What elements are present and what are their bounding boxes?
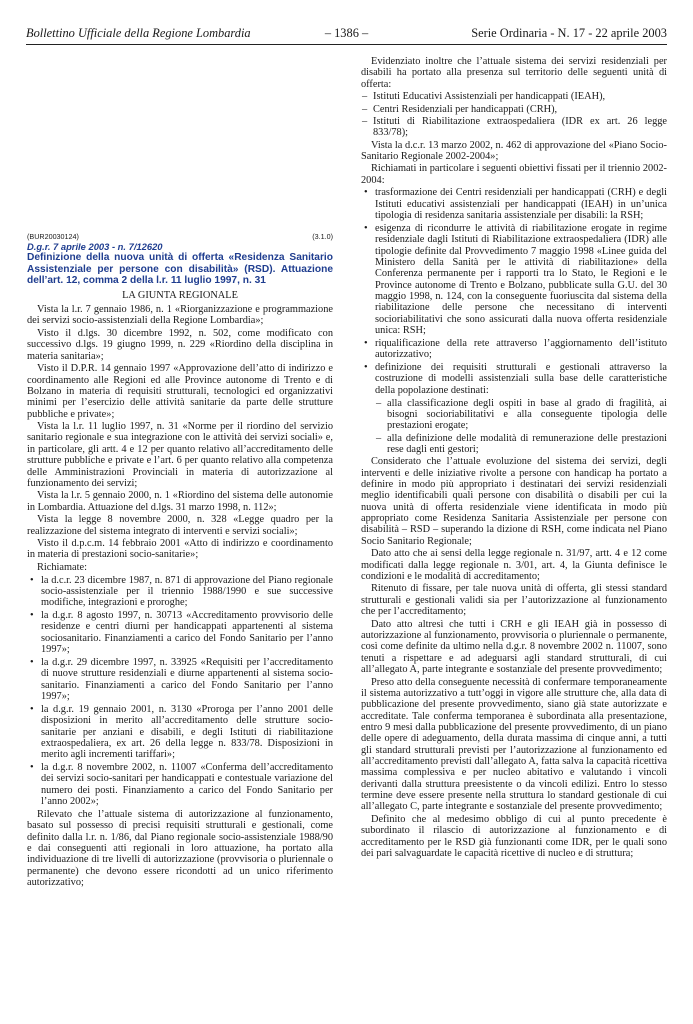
paragraph: Rilevato che l’attuale sistema di autorizzazione al funzionamento, basato sul possesso di precisi requisiti strutturali e gestionali, come definito dalla l.r. n. 1/86, dal Piano regionale socio-assistenziale 1988/90 e dai conseguenti atti regionali in loro attuazione, ha portato alla individuazione di tre livelli di autorizzazione (provvisoria o pluriennale o permanente) che devono essere ricondotti ad un unico riferimento autorizzativo; [27, 808, 333, 888]
list-item: • riqualificazione della rete attraverso l’aggiornamento dell’istituto autorizzativo; [361, 338, 667, 361]
list-item: – Centri Residenziali per handicappati (CRH), [361, 104, 667, 115]
paragraph: Evidenziato inoltre che l’attuale sistema dei servizi residenziali per disabili ha portato alla presenza sul territorio delle seguenti unità di offerta: [361, 56, 667, 90]
paragraph: Richiamate: [37, 562, 87, 573]
paragraph: Vista la l.r. 11 luglio 1997, n. 31 «Norme per il riordino del servizio sanitario regionale e sua integrazione con le attività dei servizi sociali» e, in particolare, gli artt. 4 e 12 per quanto relativo all’accreditamento delle strutture pubbliche e private e l’art. 6 per quanto relativo alla competenza delle Amministrazioni Provinciali in materia di autorizzazione al funzionamento dei servizi; [27, 421, 333, 489]
list-item: • definizione dei requisiti strutturali e gestionali attraverso la costruzione di modelli assistenziali sulla base delle caratteristiche della popolazione destinati: [361, 362, 667, 396]
classification-code: (3.1.0) [312, 232, 333, 241]
giunta-heading: LA GIUNTA REGIONALE [122, 289, 238, 301]
list-item: • trasformazione dei Centri residenziali per handicappati (CRH) e degli Istituti educativi assistenziali per handicappati (IEAH) in un’unica tipologia di residenza sanitaria assistenziale per disabili: la RSH; [361, 187, 667, 221]
dgr-reference: D.g.r. 7 aprile 2003 - n. 7/12620 [27, 241, 163, 252]
objectives-sublist [375, 398, 667, 456]
bulletin-title: Bollettino Ufficiale della Regione Lombardia [26, 26, 251, 40]
paragraph: Vista la d.c.r. 13 marzo 2002, n. 462 di approvazione del «Piano Socio-Sanitario Regionale 2002-2004»; [361, 139, 667, 162]
act-title: Definizione della nuova unità di offerta «Residenza Sanitario Assistenziale per persone con disabilità» (RSD). Attuazione dell’art. 12, comma 2 della l.r. 11 luglio 1997, n. 31 [27, 252, 333, 287]
list-item: • la d.g.r. 8 agosto 1997, n. 30713 «Accreditamento provvisorio delle residenze e centri diurni per handicappati appartenenti al sistema sociosanitario. Finanziamenti a carico del Fondo Sanitario per l’anno 1997»; [27, 610, 333, 655]
paragraph: Dato atto altresì che tutti i CRH e gli IEAH già in possesso di autorizzazione al funzionamento, provvisoria o pluriennale o permanente, così come definite da ultimo nella d.g.r. 8 novembre 2002 n. 11007, sono tenuti a rispettare e ad adeguarsi agli standard strutturali, di cui all’allegato A, parte integrante e sostanziale del presente provvedimento; [361, 618, 667, 675]
bur-code: (BUR20030124) [27, 232, 79, 241]
objectives-list [361, 187, 667, 396]
right-column [361, 56, 667, 860]
list-item: – Istituti di Riabilitazione extraospedaliera (IDR ex art. 26 legge 833/78); [361, 116, 667, 139]
page-number: – 1386 – [324, 26, 369, 40]
list-item: • la d.g.r. 29 dicembre 1997, n. 33925 «Requisiti per l’accreditamento di nuove strutture residenziali e diurne appartenenti al sistema socio-sanitario. Finanziamenti a carico del Fondo Sanitario per l’anno 1997»; [27, 657, 333, 702]
offer-units-list [361, 91, 667, 138]
page-header [26, 24, 667, 45]
paragraph: Ritenuto di fissare, per tale nuova unità di offerta, gli stessi standard strutturali e gestionali validi sia per l’autorizzazione al funzionamento che per l’accreditamento; [361, 583, 667, 618]
list-item: – alla classificazione degli ospiti in base al grado di fragilità, ai bisogni socioriabilitativi e alla conseguente tipologia delle prestazioni erogate; [375, 398, 667, 432]
paragraph: Vista la l.r. 7 gennaio 1986, n. 1 «Riorganizzazione e programmazione dei servizi socio-assistenziali della Regione Lombardia»; [27, 304, 333, 327]
paragraph: Vista la legge 8 novembre 2000, n. 328 «Legge quadro per la realizzazione del sistema integrato di interventi e servizi sociali»; [27, 514, 333, 537]
list-item: • la d.g.r. 19 gennaio 2001, n. 3130 «Proroga per l’anno 2001 delle disposizioni in merito all’accreditamento delle strutture socio-sanitarie per anziani e disabili, e degli Istituti di riabilitazione extraospedaliera, ex art. 26 della legge n. 833/78. Disposizioni in merito agli incrementi tariffari»; [27, 704, 333, 761]
richiamate-list [27, 575, 333, 808]
list-item: • la d.g.r. 8 novembre 2002, n. 11007 «Conferma dell’accreditamento dei servizi socio-sanitari per handicappati e contestuale variazione del numero dei posti. Finanziamento a carico del Fondo Sanitario per l’anno 2002»; [27, 762, 333, 807]
paragraph: Richiamati in particolare i seguenti obiettivi fissati per il triennio 2002-2004: [361, 163, 667, 186]
list-item: – Istituti Educativi Assistenziali per handicappati (IEAH), [361, 91, 667, 102]
series-info: Serie Ordinaria - N. 17 - 22 aprile 2003 [471, 26, 667, 40]
paragraph: Visto il d.p.c.m. 14 febbraio 2001 «Atto di indirizzo e coordinamento in materia di prestazioni socio-sanitarie»; [27, 538, 333, 561]
paragraph: Visto il D.P.R. 14 gennaio 1997 «Approvazione dell’atto di indirizzo e coordinamento alle Regioni ed alle Province autonome di Trento e di Bolzano in materia di requisiti strutturali, tecnologici ed organizzativi minimi per l’esercizio delle attività sanitarie da parte delle strutture pubbliche e private»; [27, 363, 333, 420]
paragraph: Dato atto che ai sensi della legge regionale n. 31/97, artt. 4 e 12 come modificati dalla legge regionale n. 3/01, art. 4, la Giunta definisce le condizioni e le modalità di accreditamento; [361, 548, 667, 582]
bur-code-line [27, 232, 333, 241]
paragraph: Vista la l.r. 5 gennaio 2000, n. 1 «Riordino del sistema delle autonomie in Lombardia. Attuazione del d.lgs. 31 marzo 1998, n. 112»; [27, 490, 333, 513]
list-item: • esigenza di ricondurre le attività di riabilitazione erogate in regime residenziale dagli Istituti di Riabilitazione extraospedaliera (IDR) alle tipologie definite dal Provvedimento 7 maggio 1998 «Linee guida del Ministero della Sanità per le attività di riabilitazione» della Conferenza permanente per i rapporti tra lo Stato, le Regioni e le Province autonome di Trento e Bolzano, pubblicate sulla G.U. del 30 maggio 1998, n. 124, con la conseguente fuoriuscita dal sistema della riabilitazione delle persone che necessitano di interventi socioriabilitativi che sono assicurati dalla nuova offerta residenziale unica: RSH; [361, 223, 667, 336]
paragraph: Preso atto della conseguente necessità di confermare temporaneamente il sistema autorizzativo a tutt’oggi in vigore alle strutture che, alla data di pubblicazione del presente provvedimento, siano già state autorizzate e accreditate. Tale conferma temporanea è subordinata alla presentazione, entro 9 mesi dalla pubblicazione del presente provvedimento, di un piano delle opere di adeguamento, della durata massima di cinque anni, a tutti gli standard strutturali previsti per l’autorizzazione al funzionamento ed all’accreditamento previsti dall’allegato A, fatta salva la capacità ricettiva massima complessiva e per nucleo abitativo e valutando i vincoli derivanti dalla struttura preesistente o da vincoli edilizi. Entro lo stesso termine deve essere presente nella struttura lo standard gestionale di cui all’allegato C, parte integrante e sostanziale del presente provvedimento; [361, 676, 667, 813]
list-item: • la d.c.r. 23 dicembre 1987, n. 871 di approvazione del Piano regionale socio-assistenziale per il triennio 1988/1990 e sue successive modifiche, integrazioni e proroghe; [27, 575, 333, 609]
left-column [27, 232, 333, 890]
list-item: – alla definizione delle modalità di remunerazione delle prestazioni rese dagli enti gestori; [375, 433, 667, 456]
paragraph: Visto il d.lgs. 30 dicembre 1992, n. 502, come modificato con successivo d.lgs. 19 giugno 1999, n. 229 «Riordino della disciplina in materia sanitaria»; [27, 328, 333, 362]
paragraph: Considerato che l’attuale evoluzione del sistema dei servizi, degli interventi e delle iniziative rivolte a persone con handicap ha portato a definire in modo più appropriato i destinatari dei servizi residenziali meglio identificabili quali persone con disabilità o disabili per cui la nuova unità di offerta residenziale viene identificata in modo più appropriato come Residenza Sanitaria Assistenziale per persone con disabilità – RSD – superando la dizione di RSH, come indicata nel Piano Socio Sanitario Regionale; [361, 456, 667, 547]
paragraph: Definito che al medesimo obbligo di cui al punto precedente è subordinato il rilascio di autorizzazione al funzionamento e di accreditamento per le RSD già funzionanti come IDR, per le quali sono dei pari salvaguardate le capacità ricettive di nucleo e di struttura; [361, 813, 667, 859]
